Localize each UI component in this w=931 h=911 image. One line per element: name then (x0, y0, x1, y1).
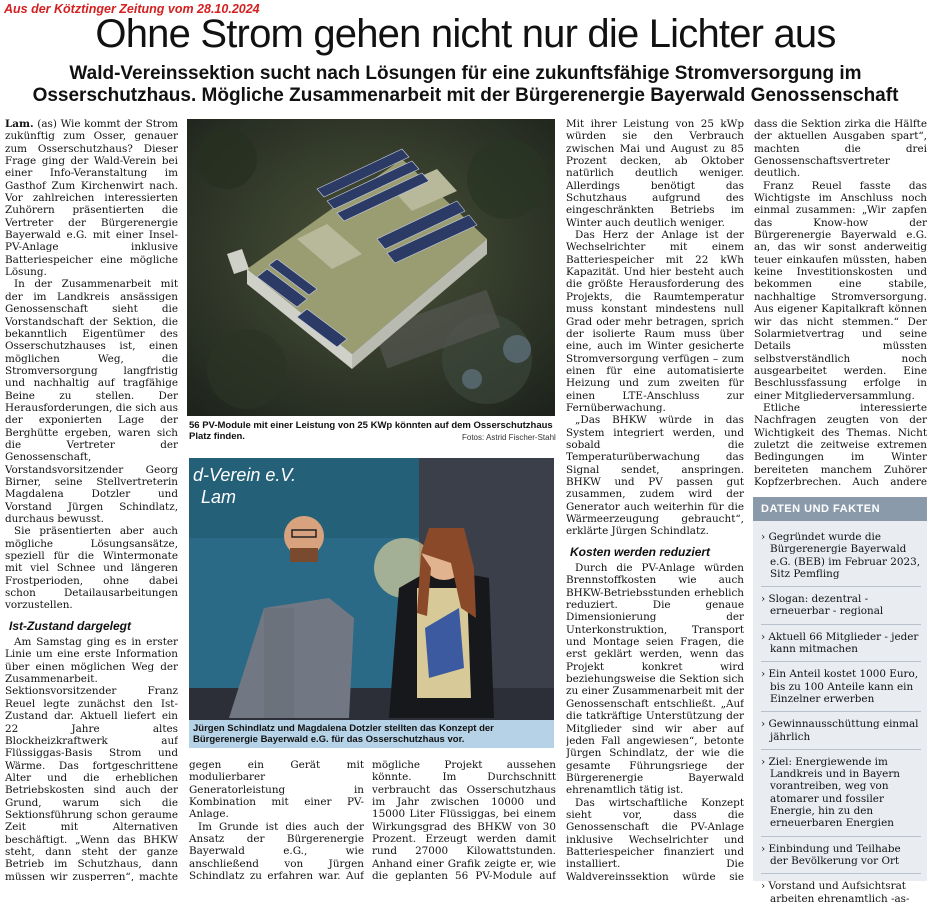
fact-list (753, 521, 927, 911)
fact-box-title: DATEN UND FAKTEN (753, 497, 927, 521)
paragraph: dass die Sektion zirka die Hälfte der aktuellen Ausgaben spart“, machten die drei Genossenschaftsvertreter deutlich. (754, 118, 927, 180)
paragraph: Das Herz der Anlage ist der Wechselrichter mit einem Batteriespeicher mit 22 kWh Kapazität. Und hier besteht auch die größte Herausforderung des Projekts, die Raumtemperatur muss konstant mindestens null Grad oder mehr betragen, sprich der isolierte Raum muss über eine, auch im Winter gesicherte Stromversorgung verfügen – zum einen für eine automatisierte Heizung und zum zweiten für einen LTE-Anschluss zur Fernüberwachung. (566, 229, 744, 414)
banner-line-2: Lam (201, 487, 237, 507)
subheadline (0, 63, 931, 107)
paragraph: Am Samstag ging es in erster Linie um eine erste Information über einen möglichen Weg der Zusammenarbeit. Sektionsvorsitzender Franz Reuel legte zunächst den Ist-Zustand dar. Aktuell liefert ein 22 Jahre altes Blockheizkraftwerk auf Flüssiggas-Basis Strom und Wärme. Das fortgeschrittene Alter und die erheblichen Betriebskosten sind auch der Grund, warum sich die Sektionsführung schon geraume Zeit mit Alternativen beschäftigt. „Wenn das BHKW steht, dann steht der ganze Betrieb im Schutzhaus, dann müssen wir zusperren“, machte (5, 636, 178, 881)
fact-item: › Vorstand und Aufsichtsrat arbeiten ehrenamtlich -as- (761, 874, 921, 911)
article-column-3 (566, 118, 744, 881)
headline: Ohne Strom gehen nicht nur die Lichter aus (95, 12, 836, 56)
fact-item: › Gegründet wurde die Bürgerenergie Bayerwald e.G. (BEB) im Februar 2023, Sitz Pemfling (761, 525, 921, 587)
fact-item: › Ziel: Energiewende im Landkreis und in Bayern vorantreiben, weg von atomarer und fossiler Energie, hin zu den erneuerbaren Energien (761, 750, 921, 837)
paragraph: Franz Reuel fasste das Wichtigste im Anschluss noch einmal zusammen: „Wir zapfen das Know-how der Bürgerenergie Bayerwald e.G. an, das wir sonst anderweitig teuer einkaufen müssten, haben keine Investitionskosten und bekommen eine stabile, nachhaltige Stromversorgung. Aus eigener Kapitalkraft können wir das nicht stemmen.“ Der Solarmietvertrag und seine Details müssten selbstverständlich noch ausgearbeitet werden. Eine Beschlussfassung erfolge in einer Mitgliederversammlung. (754, 179, 927, 402)
paragraph: Etliche interessierte Nachfragen zeugten von der Wichtigkeit des Themas. Nicht zuletzt die zeitweise extremen Bedingungen im Winter bereiteten manchem Zuhörer Kopfzerbrechen. Auch andere (754, 401, 927, 488)
paragraph: Sie präsentierten aber auch mögliche Lösungsansätze, speziell für die Wintermonate mit viel Schnee und längeren Frostperioden, ohne dabei schon Detailausarbeitungen vorzustellen. (5, 525, 178, 612)
paragraph: In der Zusammenarbeit mit der im Landkreis ansässigen Genossenschaft sieht die Vorstandschaft der Sektion, die bekanntlich Eigentümer des Osserschutzhauses ist, einen möglichen Weg, die Stromversorgung langfristig und nachhaltig auf tragfähige Beine zu stellen. Der Herausforderungen, die sich aus der exponierten Lage der Berghütte ergeben, waren sich die Vertreter der Genossenschaft, Vorstandsvorsitzender Georg Birner, seine Stellvertreterin Magdalena Dotzler und Vorstand Jürgen Schindlatz, durchaus bewusst. (5, 278, 178, 525)
section-heading-kosten: Kosten werden reduziert (570, 544, 711, 559)
photo-presenters (189, 458, 554, 748)
intro-text: (as) Wie kommt der Strom zukünftig zum Osser, genauer zum Osserschutzhaus? Dieser Frage ging der Wald-Verein bei einer Info-Veranstaltung im Gasthof Zum Kirchenwirt nach. Vor zahlreichen interessierten Zuhörern präsentierten die Vertreter der Bürgerenergie Bayerwald e.G. mit einer Insel-PV-Anlage inklusive Batteriespeicher eine mögliche Lösung. (5, 118, 178, 279)
article-column-1 (5, 118, 178, 881)
paragraph: „Das BHKW würde in das System integriert werden, und sobald die Temperaturüberwachung das Signal sendet, anspringen. BHKW und PV passen gut zusammen, zudem wird der Generator auch weiterhin für die Wärmeerzeugung gebraucht“, erklärte Jürgen Schindlatz. (566, 414, 744, 538)
fact-item: › Slogan: dezentral - erneuerbar - regional (761, 587, 921, 625)
photo-pv-caption: 56 PV-Module mit einer Leistung von 25 KWp könnten auf dem Osserschutzhaus Platz finden. (189, 420, 553, 442)
article-column-2-bottom (189, 759, 364, 881)
fact-item: › Ein Anteil kostet 1000 Euro, bis zu 100 Anteile kann ein Einzelner erwerben (761, 662, 921, 712)
fact-item: › Aktuell 66 Mitglieder - jeder kann mitmachen (761, 625, 921, 663)
paragraph: Mit ihrer Leistung von 25 kWp würden sie den Verbrauch zwischen Mai und August zu 85 Prozent decken, ab Oktober natürlich deutlich weniger. Allerdings benötigt das Schutzhaus aufgrund des eingeschränkten Betriebs im Winter auch deutlich weniger. (566, 118, 744, 229)
paragraph: mögliche Projekt aussehen könnte. Im Durchschnitt verbraucht das Osserschutzhaus im Jahr zwischen 10000 und 15000 Liter Flüssiggas, bei einem Wirkungsgrad des BHKW von 30 Prozent. Erzeugt werden damit rund 27000 Kilowattstunden. Anhand einer Grafik zeigte er, wie die geplanten 56 PV-Module auf (372, 759, 556, 881)
dateline: Lam. (5, 118, 34, 130)
section-heading-ist-zustand: Ist-Zustand dargelegt (9, 618, 132, 633)
fact-box (753, 497, 927, 905)
banner-text (193, 464, 296, 508)
fact-item: › Einbindung und Teilhabe der Bevölkerung vor Ort (761, 837, 921, 875)
article-column-4 (754, 118, 927, 488)
aerial-roof-illustration (187, 119, 555, 416)
article-column-3-bottom (372, 759, 556, 881)
subheadline-line-1: Wald-Vereinssektion sucht nach Lösungen für eine zukunftsfähige Stromversorgung im (69, 63, 862, 84)
paragraph: gegen ein Gerät mit modulierbarer Generatorleistung in Kombination mit einer PV-Anlage. (189, 759, 364, 821)
fact-item: › Gewinnausschüttung einmal jährlich (761, 712, 921, 750)
paragraph: Im Grunde ist dies auch der Ansatz der Bürgerenergie Bayerwald e.G., wie anschließend von Jürgen Schindlatz zu erfahren war. Auf (189, 820, 364, 881)
photo-credit: Fotos: Astrid Fischer-Stahl (462, 433, 556, 442)
paragraph: Das wirtschaftliche Konzept sieht vor, dass die Genossenschaft die PV-Anlage inklusive Wechselrichter und Batteriespeicher finanziert und installiert. Die Waldvereinssektion würde sie (566, 796, 744, 881)
photo-pv-rendering (187, 119, 555, 416)
source-line: Aus der Kötztinger Zeitung vom 28.10.2024 (4, 2, 260, 16)
paragraph: Durch die PV-Anlage würden Brennstoffkosten wie auch BHKW-Betriebsstunden erheblich reduziert. Die genaue Dimensionierung der Unterkonstruktion, Transport und Montage seien Fragen, die erst geklärt werden, wenn das Projekt konkret wird beziehungsweise die Sektion sich zu einer Zusammenarbeit mit der Genossenschaft entschließt. „Auf die tatkräftige Unterstützung der Mitglieder sind wir aber auf jeden Fall angewiesen“, betonte Jürgen Schindlatz, der wie die gesamte Führungsriege der Bürgerenergie Bayerwald ehrenamtlich tätig ist. (566, 562, 744, 797)
photo-presenters-caption: Jürgen Schindlatz und Magdalena Dotzler stellten das Konzept der Bürgerenergie Bayerwald e.G. für das Osserschutzhaus vor. (189, 720, 554, 748)
intro-paragraph (5, 118, 178, 278)
subheadline-line-2: Osserschutzhaus. Mögliche Zusammenarbeit mit der Bürgerenergie Bayerwald Genossenschaft (32, 85, 899, 106)
banner-line-1: d-Verein e.V. (193, 465, 297, 485)
